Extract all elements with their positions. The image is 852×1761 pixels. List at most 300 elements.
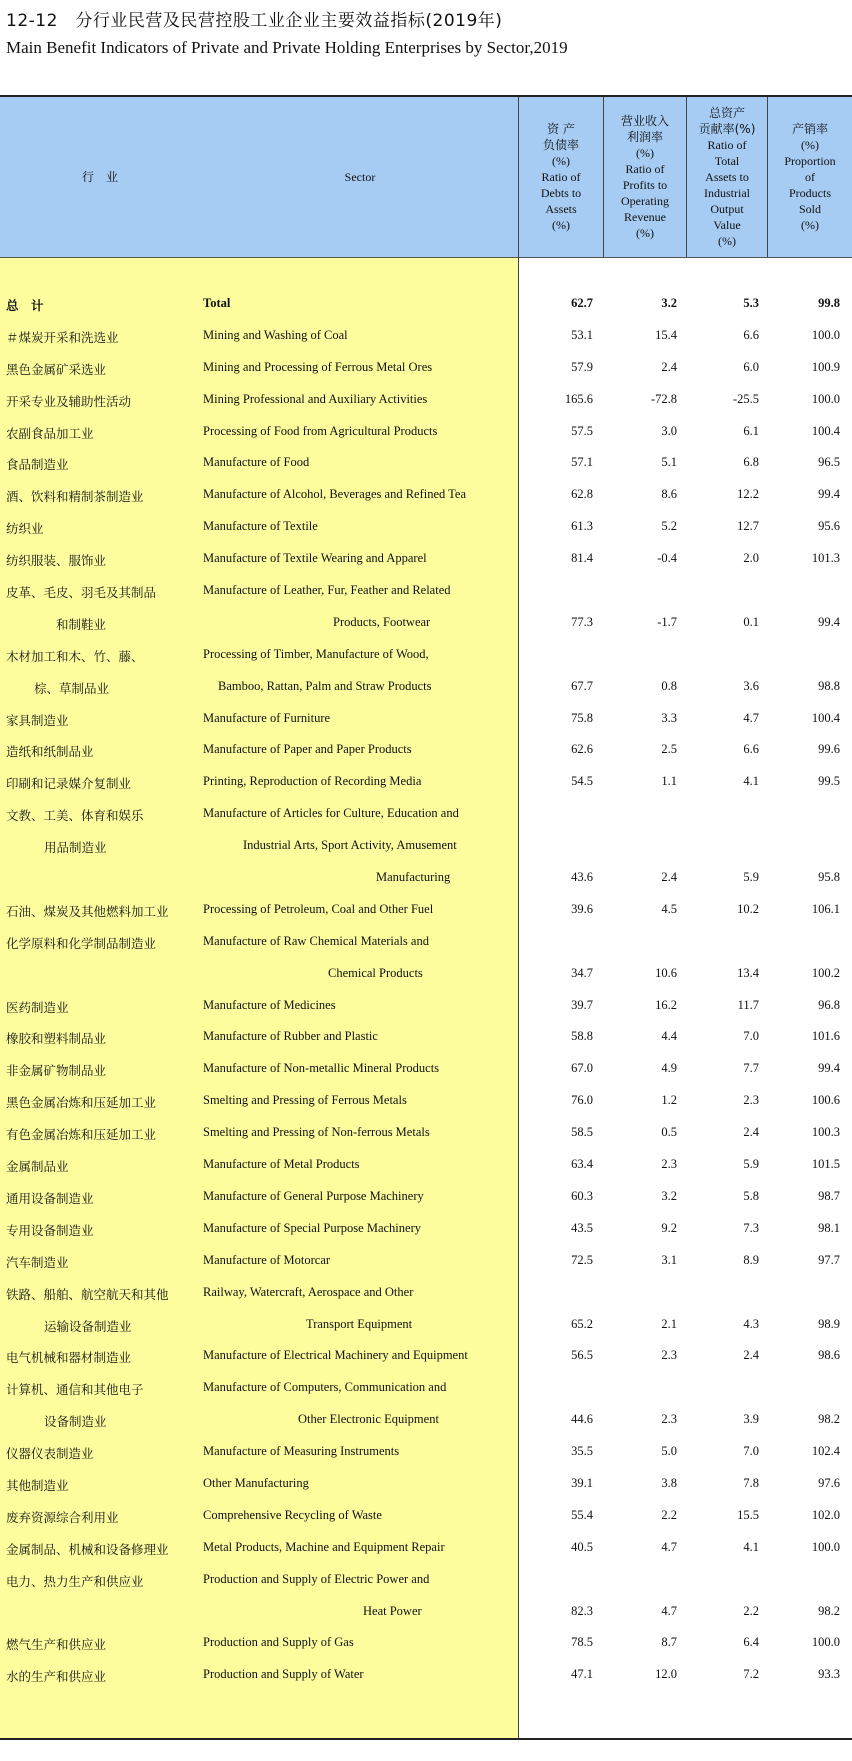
profit-ratio-value: 3.0	[661, 423, 677, 438]
debt-ratio-value: 78.5	[571, 1635, 593, 1650]
table-row	[0, 926, 852, 958]
sales-ratio-value: 100.0	[811, 391, 840, 406]
sector-en: Railway, Watercraft, Aerospace and Other	[203, 1284, 414, 1299]
debt-ratio-value: 39.7	[571, 997, 593, 1012]
asset-contribution-value: 6.1	[743, 423, 759, 438]
sector-en: Manufacture of Special Purpose Machinery	[203, 1220, 421, 1235]
profit-ratio-value: 0.8	[661, 678, 677, 693]
sector-en: Manufacture of Measuring Instruments	[203, 1444, 400, 1459]
table-row	[0, 416, 852, 448]
industry-cn: 有色金属冶炼和压延加工业	[6, 1127, 157, 1143]
asset-contribution-value: 7.0	[743, 1444, 759, 1459]
industry-cn: 石油、煤炭及其他燃料加工业	[6, 903, 169, 919]
asset-contribution-value: 12.7	[737, 519, 759, 534]
asset-contribution-value: 7.7	[743, 1061, 759, 1076]
table-row	[0, 447, 852, 479]
industry-cn: 电力、热力生产和供应业	[6, 1573, 144, 1589]
table-row	[0, 1149, 852, 1181]
debt-ratio-value: 54.5	[571, 774, 593, 789]
debt-ratio-value: 67.7	[571, 678, 593, 693]
sector-en: Metal Products, Machine and Equipment Repair	[203, 1539, 445, 1554]
industry-cn: 水的生产和供应业	[6, 1669, 107, 1685]
sector-en: Printing, Reproduction of Recording Media	[203, 774, 422, 789]
header-line: (%)	[635, 146, 654, 160]
table-body	[0, 288, 852, 1691]
industry-cn: 橡胶和塑料制品业	[6, 1031, 107, 1047]
sector-en: Smelting and Pressing of Ferrous Metals	[203, 1093, 407, 1108]
industry-cn: 木材加工和木、竹、藤、	[6, 648, 144, 664]
debt-ratio-value: 43.6	[571, 870, 593, 885]
profit-ratio-value: 3.1	[661, 1252, 677, 1267]
profit-ratio-value: 2.1	[661, 1316, 677, 1331]
sector-en: Production and Supply of Water	[203, 1667, 364, 1682]
profit-ratio-value: 3.2	[661, 296, 677, 310]
sales-ratio-value: 98.6	[818, 1348, 840, 1363]
sales-ratio-value: 95.6	[818, 519, 840, 534]
header-line: Output	[710, 202, 744, 216]
header-line: of	[805, 170, 815, 184]
profit-ratio-value: 2.5	[661, 742, 677, 757]
table-row	[0, 607, 852, 639]
table-row	[0, 894, 852, 926]
table-row	[0, 703, 852, 735]
industry-cn: 纺织业	[6, 521, 44, 537]
asset-contribution-value: 4.3	[743, 1316, 759, 1331]
debt-ratio-value: 75.8	[571, 710, 593, 725]
header-line: (%)	[718, 234, 736, 248]
sales-ratio-value: 98.7	[818, 1188, 840, 1203]
debt-ratio-value: 40.5	[571, 1539, 593, 1554]
industry-cn: 印刷和记录媒介复制业	[6, 776, 132, 792]
profit-ratio-value: -72.8	[650, 391, 677, 406]
sales-ratio-value: 93.3	[818, 1667, 840, 1682]
table-row	[0, 1213, 852, 1245]
sales-ratio-value: 96.8	[818, 997, 840, 1012]
header-line: 利润率	[626, 130, 663, 144]
header-sales-ratio	[768, 97, 852, 257]
debt-ratio-value: 67.0	[571, 1061, 593, 1076]
table-row	[0, 958, 852, 990]
asset-contribution-value: 0.1	[743, 614, 759, 629]
debt-ratio-value: 35.5	[571, 1444, 593, 1459]
sales-ratio-value: 97.7	[818, 1252, 840, 1267]
asset-contribution-value: 5.3	[743, 296, 759, 310]
asset-contribution-value: 2.0	[743, 551, 759, 566]
sales-ratio-value: 100.2	[811, 965, 840, 980]
sector-en: Manufacture of Food	[203, 455, 310, 470]
table-row	[0, 575, 852, 607]
debt-ratio-value: 63.4	[571, 1157, 593, 1172]
sector-en: Manufacture of General Purpose Machinery	[203, 1188, 424, 1203]
industry-cn: 燃气生产和供应业	[6, 1637, 107, 1653]
sector-en: Manufacture of Alcohol, Beverages and Refined Tea	[203, 487, 467, 502]
header-line: Ratio of	[625, 162, 665, 176]
asset-contribution-value: 6.8	[743, 455, 759, 470]
header-line: Proportion	[784, 154, 836, 168]
header-line: Industrial	[704, 186, 750, 200]
sales-ratio-value: 99.4	[818, 614, 840, 629]
header-debt-ratio	[519, 97, 603, 257]
table-row	[0, 1564, 852, 1596]
profit-ratio-value: 3.2	[661, 1188, 677, 1203]
table-row	[0, 1021, 852, 1053]
asset-contribution-value: 7.8	[743, 1475, 759, 1490]
table-row	[0, 1436, 852, 1468]
profit-ratio-value: 4.5	[661, 901, 677, 916]
sales-ratio-value: 99.4	[818, 1061, 840, 1076]
table-row	[0, 511, 852, 543]
header-line: Total	[714, 154, 740, 168]
table-title-cn: 12-12 分行业民营及民营控股工业企业主要效益指标(2019年)	[6, 11, 503, 31]
profit-ratio-value: 8.7	[661, 1635, 677, 1650]
sector-en: Mining and Processing of Ferrous Metal Ores	[203, 359, 433, 374]
asset-contribution-value: 7.3	[743, 1220, 759, 1235]
sector-en: Transport Equipment	[306, 1316, 413, 1331]
asset-contribution-value: 7.2	[743, 1667, 759, 1682]
sector-en: Processing of Food from Agricultural Products	[203, 423, 438, 438]
debt-ratio-value: 65.2	[571, 1316, 593, 1331]
sector-en: Manufacture of Raw Chemical Materials and	[203, 933, 429, 948]
profit-ratio-value: 5.0	[661, 1444, 677, 1459]
sector-en: Smelting and Pressing of Non-ferrous Metals	[203, 1125, 430, 1140]
asset-contribution-value: 5.9	[743, 870, 759, 885]
industry-cn: 农副食品加工业	[6, 425, 94, 441]
asset-contribution-value: 2.3	[743, 1093, 759, 1108]
industry-cn: 通用设备制造业	[6, 1190, 94, 1206]
header-line: 负债率	[542, 138, 579, 152]
profit-ratio-value: 12.0	[655, 1667, 677, 1682]
debt-ratio-value: 72.5	[571, 1252, 593, 1267]
header-line: Operating	[621, 194, 669, 208]
table-row	[0, 1085, 852, 1117]
sector-en: Manufacture of Articles for Culture, Education and	[203, 806, 459, 821]
profit-ratio-value: 8.6	[661, 487, 677, 502]
profit-ratio-value: 0.5	[661, 1125, 677, 1140]
asset-contribution-value: 10.2	[737, 901, 759, 916]
profit-ratio-value: 2.4	[661, 870, 677, 885]
sector-en: Production and Supply of Gas	[203, 1635, 354, 1650]
sales-ratio-value: 98.1	[818, 1220, 840, 1235]
industry-cn: 设备制造业	[44, 1414, 107, 1430]
table-row	[0, 543, 852, 575]
industry-cn: 棕、草制品业	[34, 680, 110, 696]
industry-cn: 医药制造业	[6, 999, 69, 1015]
header-line: Revenue	[624, 210, 666, 224]
table-title-en: Main Benefit Indicators of Private and Private Holding Enterprises by Sector,2019	[6, 38, 568, 57]
table-row	[0, 1117, 852, 1149]
sales-ratio-value: 98.9	[818, 1316, 840, 1331]
sales-ratio-value: 100.4	[811, 423, 840, 438]
asset-contribution-value: 8.9	[743, 1252, 759, 1267]
asset-contribution-value: 3.6	[743, 678, 759, 693]
sales-ratio-value: 96.5	[818, 455, 840, 470]
header-line: 产销率	[791, 122, 828, 136]
debt-ratio-value: 39.6	[571, 901, 593, 916]
sector-en: Bamboo, Rattan, Palm and Straw Products	[218, 678, 432, 693]
sector-en: Industrial Arts, Sport Activity, Amusement	[243, 838, 457, 853]
debt-ratio-value: 165.6	[564, 391, 593, 406]
sales-ratio-value: 100.0	[811, 1635, 840, 1650]
table-row	[0, 479, 852, 511]
sales-ratio-value: 99.5	[818, 774, 840, 789]
header-line: (%)	[801, 218, 819, 232]
industry-cn: 和制鞋业	[56, 616, 107, 632]
header-line: (%)	[801, 138, 819, 152]
header-industry-cn: 行 业	[81, 170, 118, 184]
header-line: Products	[789, 186, 831, 200]
asset-contribution-value: 13.4	[737, 965, 759, 980]
sector-en: Manufacture of Electrical Machinery and Equipment	[203, 1348, 468, 1363]
table-row	[0, 639, 852, 671]
sales-ratio-value: 100.0	[811, 327, 840, 342]
table-row	[0, 734, 852, 766]
debt-ratio-value: 58.8	[571, 1029, 593, 1044]
sector-en: Manufacture of Metal Products	[203, 1157, 360, 1172]
header-line: 资 产	[547, 122, 575, 136]
industry-cn: 计算机、通信和其他电子	[6, 1382, 144, 1398]
table-row	[0, 1627, 852, 1659]
industry-cn: 金属制品业	[6, 1159, 69, 1175]
asset-contribution-value: 2.2	[743, 1603, 759, 1618]
header-line: 营业收入	[620, 114, 669, 128]
industry-cn: 总 计	[6, 298, 44, 313]
debt-ratio-value: 62.7	[571, 296, 593, 310]
profit-ratio-value: 2.4	[661, 359, 677, 374]
table-row	[0, 384, 852, 416]
industry-cn: 金属制品、机械和设备修理业	[6, 1541, 169, 1557]
sales-ratio-value: 101.5	[811, 1157, 840, 1172]
sales-ratio-value: 101.6	[811, 1029, 840, 1044]
header-line: Assets to	[705, 170, 749, 184]
industry-cn: 黑色金属冶炼和压延加工业	[6, 1095, 157, 1111]
sales-ratio-value: 102.0	[811, 1507, 840, 1522]
table-row	[0, 1468, 852, 1500]
debt-ratio-value: 58.5	[571, 1125, 593, 1140]
table-row	[0, 1245, 852, 1277]
table-row	[0, 798, 852, 830]
debt-ratio-value: 81.4	[571, 551, 593, 566]
debt-ratio-value: 47.1	[571, 1667, 593, 1682]
table-row	[0, 320, 852, 352]
sales-ratio-value: 106.1	[811, 901, 840, 916]
industry-cn: 电气机械和器材制造业	[6, 1350, 132, 1366]
sales-ratio-value: 100.9	[811, 359, 840, 374]
header-line: (%)	[635, 226, 654, 240]
debt-ratio-value: 60.3	[571, 1188, 593, 1203]
profit-ratio-value: 4.4	[661, 1029, 677, 1044]
debt-ratio-value: 57.9	[571, 359, 593, 374]
sales-ratio-value: 100.4	[811, 710, 840, 725]
industry-cn: 铁路、船舶、航空航天和其他	[6, 1286, 169, 1302]
header-line: Profits to	[622, 178, 668, 192]
profit-ratio-value: 16.2	[655, 997, 677, 1012]
industry-cn: 纺织服装、服饰业	[6, 553, 107, 569]
sector-en: Production and Supply of Electric Power and	[203, 1571, 430, 1586]
asset-contribution-value: 15.5	[737, 1507, 759, 1522]
table-row	[0, 830, 852, 862]
table-row	[0, 1053, 852, 1085]
table-row	[0, 766, 852, 798]
debt-ratio-value: 57.5	[571, 423, 593, 438]
profit-ratio-value: 2.3	[661, 1412, 677, 1427]
sales-ratio-value: 99.6	[818, 742, 840, 757]
profit-ratio-value: 15.4	[655, 327, 677, 342]
profit-ratio-value: -0.4	[657, 551, 677, 566]
industry-cn: 运输设备制造业	[44, 1318, 132, 1334]
header-line: Ratio of	[541, 170, 581, 184]
header-line: Assets	[545, 202, 577, 216]
industry-cn: 非金属矿物制品业	[6, 1063, 107, 1079]
table-row	[0, 1309, 852, 1341]
table-row	[0, 1532, 852, 1564]
industry-cn: 仪器仪表制造业	[6, 1446, 94, 1462]
debt-ratio-value: 56.5	[571, 1348, 593, 1363]
sector-en: Mining Professional and Auxiliary Activities	[203, 391, 428, 406]
industry-cn: 汽车制造业	[6, 1254, 69, 1270]
sector-en: Manufacture of Paper and Paper Products	[203, 742, 412, 757]
profit-ratio-value: -1.7	[657, 614, 677, 629]
asset-contribution-value: 4.1	[743, 774, 759, 789]
table-row	[0, 671, 852, 703]
profit-ratio-value: 4.7	[661, 1603, 677, 1618]
sector-en: Products, Footwear	[333, 614, 431, 629]
asset-contribution-value: 5.8	[743, 1188, 759, 1203]
industry-cn: 黑色金属矿采选业	[6, 361, 107, 377]
profit-ratio-value: 5.1	[661, 455, 677, 470]
industry-cn: 用品制造业	[44, 840, 107, 856]
header-asset-contribution	[687, 97, 767, 257]
profit-ratio-value: 4.7	[661, 1539, 677, 1554]
sector-en: Manufacture of Motorcar	[203, 1252, 331, 1267]
sales-ratio-value: 97.6	[818, 1475, 840, 1490]
industry-cn: 废弃资源综合利用业	[6, 1509, 119, 1525]
sector-en: Manufacturing	[376, 870, 451, 885]
industry-cn: 食品制造业	[6, 457, 69, 473]
debt-ratio-value: 44.6	[571, 1412, 593, 1427]
table-row	[0, 990, 852, 1022]
sales-ratio-value: 100.6	[811, 1093, 840, 1108]
asset-contribution-value: 4.7	[743, 710, 759, 725]
header-line: Debts to	[540, 186, 582, 200]
sales-ratio-value: 99.4	[818, 487, 840, 502]
table-row	[0, 352, 852, 384]
profit-ratio-value: 5.2	[661, 519, 677, 534]
table-row	[0, 288, 852, 320]
debt-ratio-value: 76.0	[571, 1093, 593, 1108]
sector-en: Manufacture of Non-metallic Mineral Products	[203, 1061, 440, 1076]
industry-cn: 化学原料和化学制品制造业	[6, 935, 157, 951]
profit-ratio-value: 2.2	[661, 1507, 677, 1522]
profit-ratio-value: 3.8	[661, 1475, 677, 1490]
sector-en: Processing of Timber, Manufacture of Wood,	[203, 646, 429, 661]
industry-cn: 造纸和纸制品业	[6, 744, 94, 760]
table-row	[0, 1277, 852, 1309]
table-row	[0, 1181, 852, 1213]
debt-ratio-value: 39.1	[571, 1475, 593, 1490]
asset-contribution-value: 6.6	[743, 327, 759, 342]
industry-cn: 酒、饮料和精制茶制造业	[6, 489, 144, 505]
sector-en: Manufacture of Rubber and Plastic	[203, 1029, 378, 1044]
sales-ratio-value: 100.3	[811, 1125, 840, 1140]
debt-ratio-value: 77.3	[571, 614, 593, 629]
sales-ratio-value: 98.2	[818, 1603, 840, 1618]
sector-en: Manufacture of Medicines	[203, 997, 336, 1012]
profit-ratio-value: 9.2	[661, 1220, 677, 1235]
header-sector-en: Sector	[344, 170, 376, 184]
profit-ratio-value: 10.6	[655, 965, 677, 980]
profit-ratio-value: 1.1	[661, 774, 677, 789]
sector-en: Other Electronic Equipment	[298, 1412, 439, 1427]
debt-ratio-value: 53.1	[571, 327, 593, 342]
sales-ratio-value: 101.3	[811, 551, 840, 566]
sales-ratio-value: 100.0	[811, 1539, 840, 1554]
header-line: 总资产	[708, 106, 745, 120]
sector-en: Chemical Products	[328, 965, 423, 980]
header-line: Value	[713, 218, 741, 232]
asset-contribution-value: 6.0	[743, 359, 759, 374]
asset-contribution-value: 12.2	[737, 487, 759, 502]
industry-cn: 文教、工美、体育和娱乐	[6, 808, 144, 824]
table-row	[0, 1659, 852, 1691]
sector-en: Manufacture of Textile Wearing and Apparel	[203, 551, 427, 566]
debt-ratio-value: 55.4	[571, 1507, 593, 1522]
debt-ratio-value: 34.7	[571, 965, 593, 980]
debt-ratio-value: 62.6	[571, 742, 593, 757]
industry-cn: 开采专业及辅助性活动	[6, 393, 132, 409]
industry-cn: 家具制造业	[6, 712, 69, 728]
header-profit-ratio	[604, 97, 686, 257]
table-row	[0, 862, 852, 894]
profit-ratio-value: 2.3	[661, 1348, 677, 1363]
sector-en: Manufacture of Furniture	[203, 710, 331, 725]
asset-contribution-value: -25.5	[732, 391, 759, 406]
asset-contribution-value: 6.6	[743, 742, 759, 757]
header-line: 贡献率(%)	[698, 122, 756, 136]
sales-ratio-value: 99.8	[818, 296, 840, 310]
asset-contribution-value: 2.4	[743, 1125, 759, 1140]
industry-cn: 专用设备制造业	[6, 1222, 94, 1238]
sector-en: Manufacture of Textile	[203, 519, 318, 534]
debt-ratio-value: 57.1	[571, 455, 593, 470]
sector-en: Manufacture of Leather, Fur, Feather and Related	[203, 583, 451, 598]
profit-ratio-value: 1.2	[661, 1093, 677, 1108]
debt-ratio-value: 43.5	[571, 1220, 593, 1235]
header-line: (%)	[552, 154, 570, 168]
sector-en: Total	[203, 296, 231, 310]
industry-cn: 皮革、毛皮、羽毛及其制品	[6, 585, 157, 601]
sales-ratio-value: 98.2	[818, 1412, 840, 1427]
sector-en: Manufacture of Computers, Communication and	[203, 1380, 447, 1395]
table-row	[0, 1372, 852, 1404]
asset-contribution-value: 7.0	[743, 1029, 759, 1044]
profit-ratio-value: 4.9	[661, 1061, 677, 1076]
header-line: Ratio of	[707, 138, 747, 152]
asset-contribution-value: 3.9	[743, 1412, 759, 1427]
sales-ratio-value: 102.4	[811, 1444, 840, 1459]
industry-cn: ＃煤炭开采和洗选业	[6, 329, 119, 345]
sector-en: Other Manufacturing	[203, 1475, 309, 1490]
sector-en: Heat Power	[363, 1603, 422, 1618]
sector-en: Processing of Petroleum, Coal and Other Fuel	[203, 901, 434, 916]
sales-ratio-value: 95.8	[818, 870, 840, 885]
table-row	[0, 1596, 852, 1628]
sector-en: Comprehensive Recycling of Waste	[203, 1507, 382, 1522]
asset-contribution-value: 6.4	[743, 1635, 759, 1650]
table-row	[0, 1500, 852, 1532]
asset-contribution-value: 2.4	[743, 1348, 759, 1363]
profit-ratio-value: 2.3	[661, 1157, 677, 1172]
asset-contribution-value: 4.1	[743, 1539, 759, 1554]
